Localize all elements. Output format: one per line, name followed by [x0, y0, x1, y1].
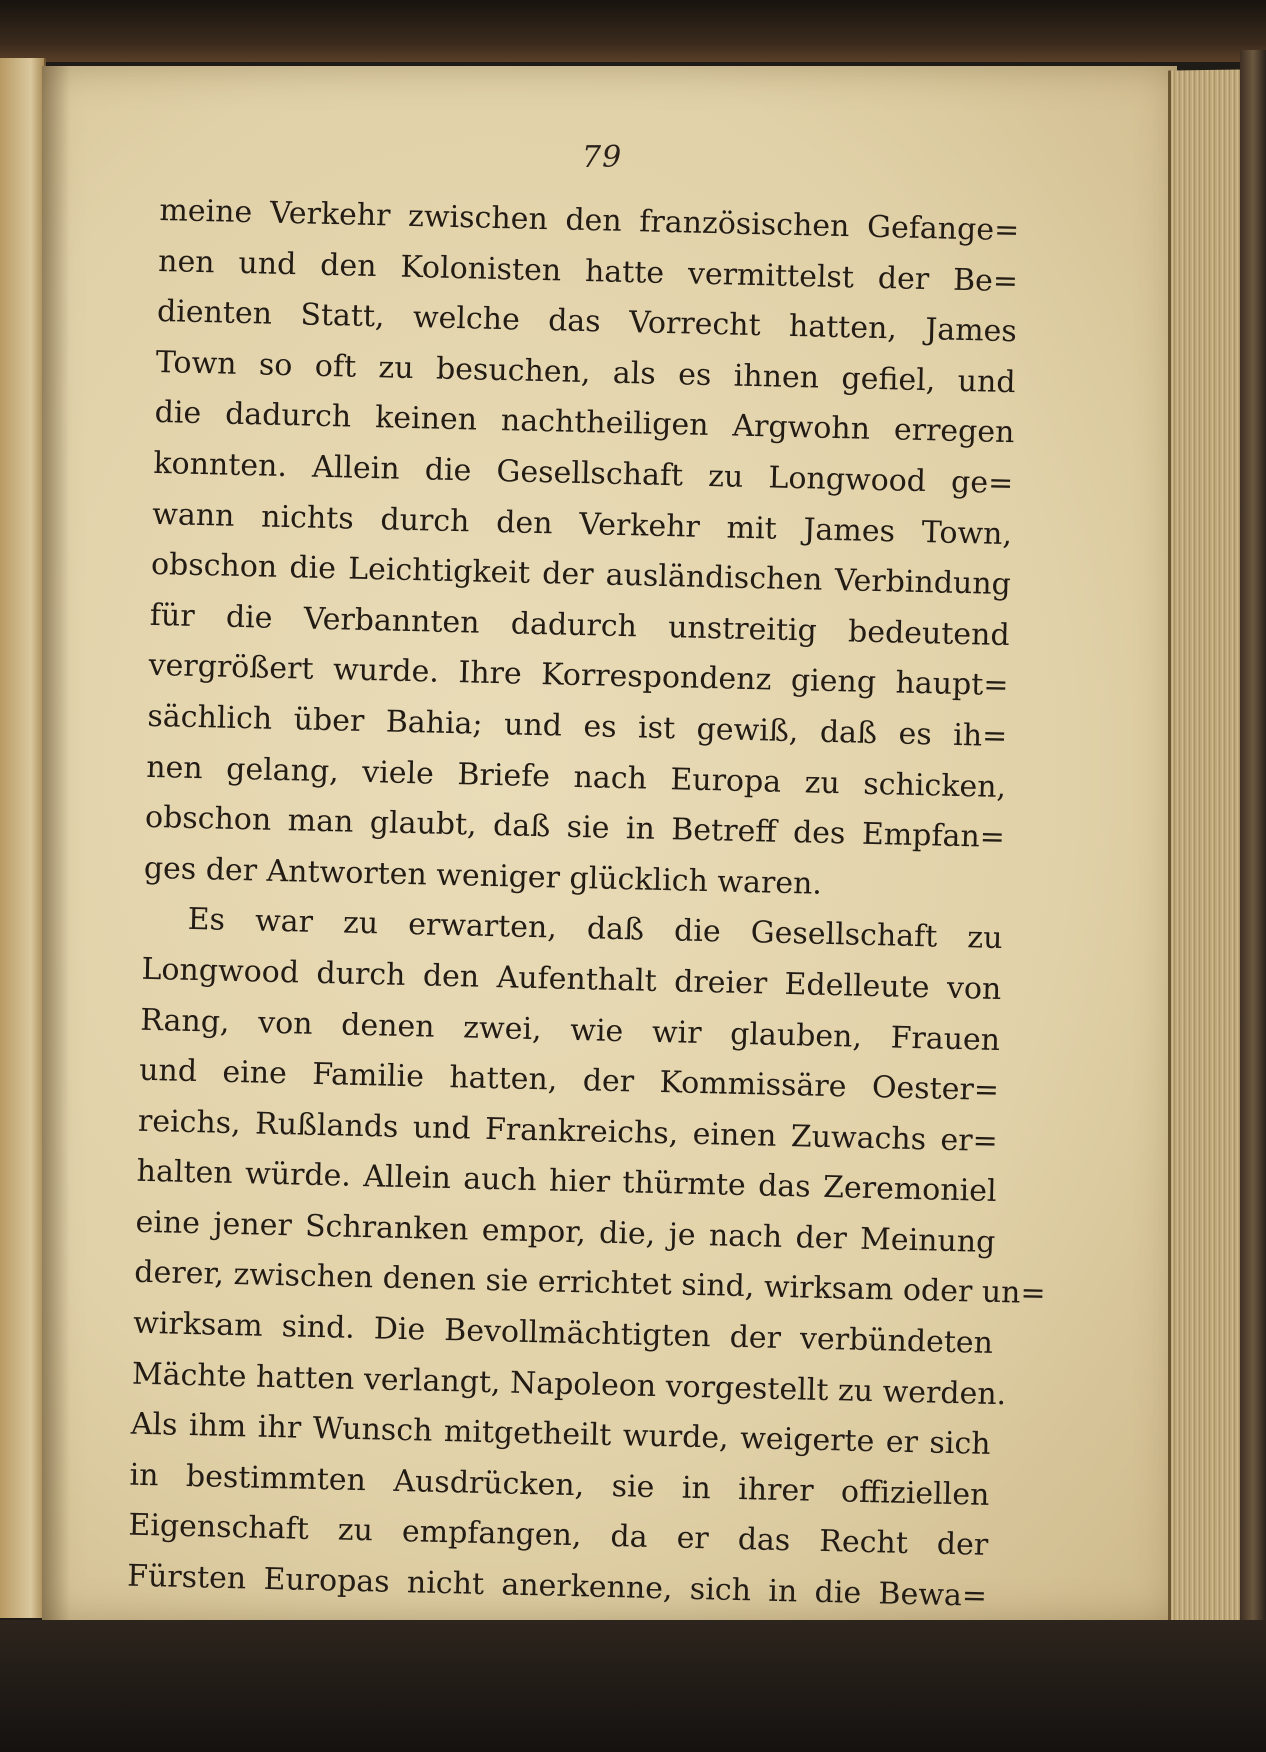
text-line: konnten. Allein die Gesellschaft zu Longwood ge= — [153, 445, 1014, 502]
text-line: nen und den Kolonisten hatte vermittelst der Be= — [157, 243, 1019, 299]
body-text — [126, 186, 1046, 1622]
page-gutter-shadow — [42, 66, 70, 1622]
text-line: nen gelang, viele Briefe nach Europa zu schicken, — [145, 749, 1007, 805]
text-line: die dadurch keinen nachtheiligen Argwohn erregen — [154, 395, 1015, 451]
text-line: für die Verbannten dadurch unstreitig bedeutend — [149, 597, 1011, 653]
text-line: obschon die Leichtigkeit der ausländischen Verbindung — [150, 547, 1012, 603]
text-line: in bestimmten Ausdrücken, sie in ihrer offiziellen — [129, 1457, 990, 1513]
text-line: Als ihm ihr Wunsch mitgetheilt wurde, weigerte er sich — [130, 1406, 991, 1463]
text-line: obschon man glaubt, daß sie in Betreff des Empfan= — [144, 799, 1006, 856]
text-line: Eigenschaft zu empfangen, da er das Recht der — [128, 1508, 989, 1564]
text-line: Longwood durch den Aufenthalt dreier Edelleute von — [141, 951, 1002, 1007]
book-bottom-background — [0, 1620, 1266, 1752]
text-line: wann nichts durch den Verkehr mit James Town, — [151, 496, 1013, 552]
text-line: derer, zwischen denen sie errichtet sind, wirksam oder un= — [133, 1255, 1046, 1312]
text-line: vergrößert wurde. Ihre Korrespondenz gieng haupt= — [148, 648, 1009, 704]
page-number: 79 — [582, 140, 623, 175]
text-line: meine Verkehr zwischen den französischen Gefange= — [159, 192, 1020, 249]
text-line: Town so oft zu besuchen, als es ihnen gefiel, und — [155, 344, 1017, 400]
text-line: Es war zu erwarten, daß die Gesellschaft zu — [187, 902, 1003, 957]
text-line: Rang, von denen zwei, wie wir glauben, Frauen — [139, 1002, 1001, 1058]
book-cover-edge — [1240, 50, 1266, 1630]
book-top-edge — [0, 0, 1266, 62]
text-line: dienten Statt, welche das Vorrecht hatten, James — [156, 294, 1018, 350]
text-line: wirksam sind. Die Bevollmächtigten der verbündeten — [132, 1305, 994, 1362]
left-page-edge — [0, 58, 46, 1618]
text-line: und eine Familie hatten, der Kommissäre Oester= — [138, 1052, 1000, 1109]
text-line: reichs, Rußlands und Frankreichs, einen Zuwachs er= — [137, 1103, 999, 1159]
text-line: Mächte hatten verlangt, Napoleon vorgestellt zu werden. — [131, 1356, 1007, 1412]
text-line: halten würde. Allein auch hier thürmte das Zeremoniel — [136, 1154, 997, 1210]
text-line: Fürsten Europas nicht anerkenne, sich in die Bewa= — [126, 1558, 988, 1614]
text-line: sächlich über Bahia; und es ist gewiß, daß es ih= — [147, 698, 1008, 755]
text-line: eine jener Schranken empor, die, je nach der Meinung — [135, 1204, 996, 1260]
text-line: ges der Antworten weniger glücklich waren. — [143, 850, 823, 902]
page-stack-edges — [1168, 69, 1249, 1622]
